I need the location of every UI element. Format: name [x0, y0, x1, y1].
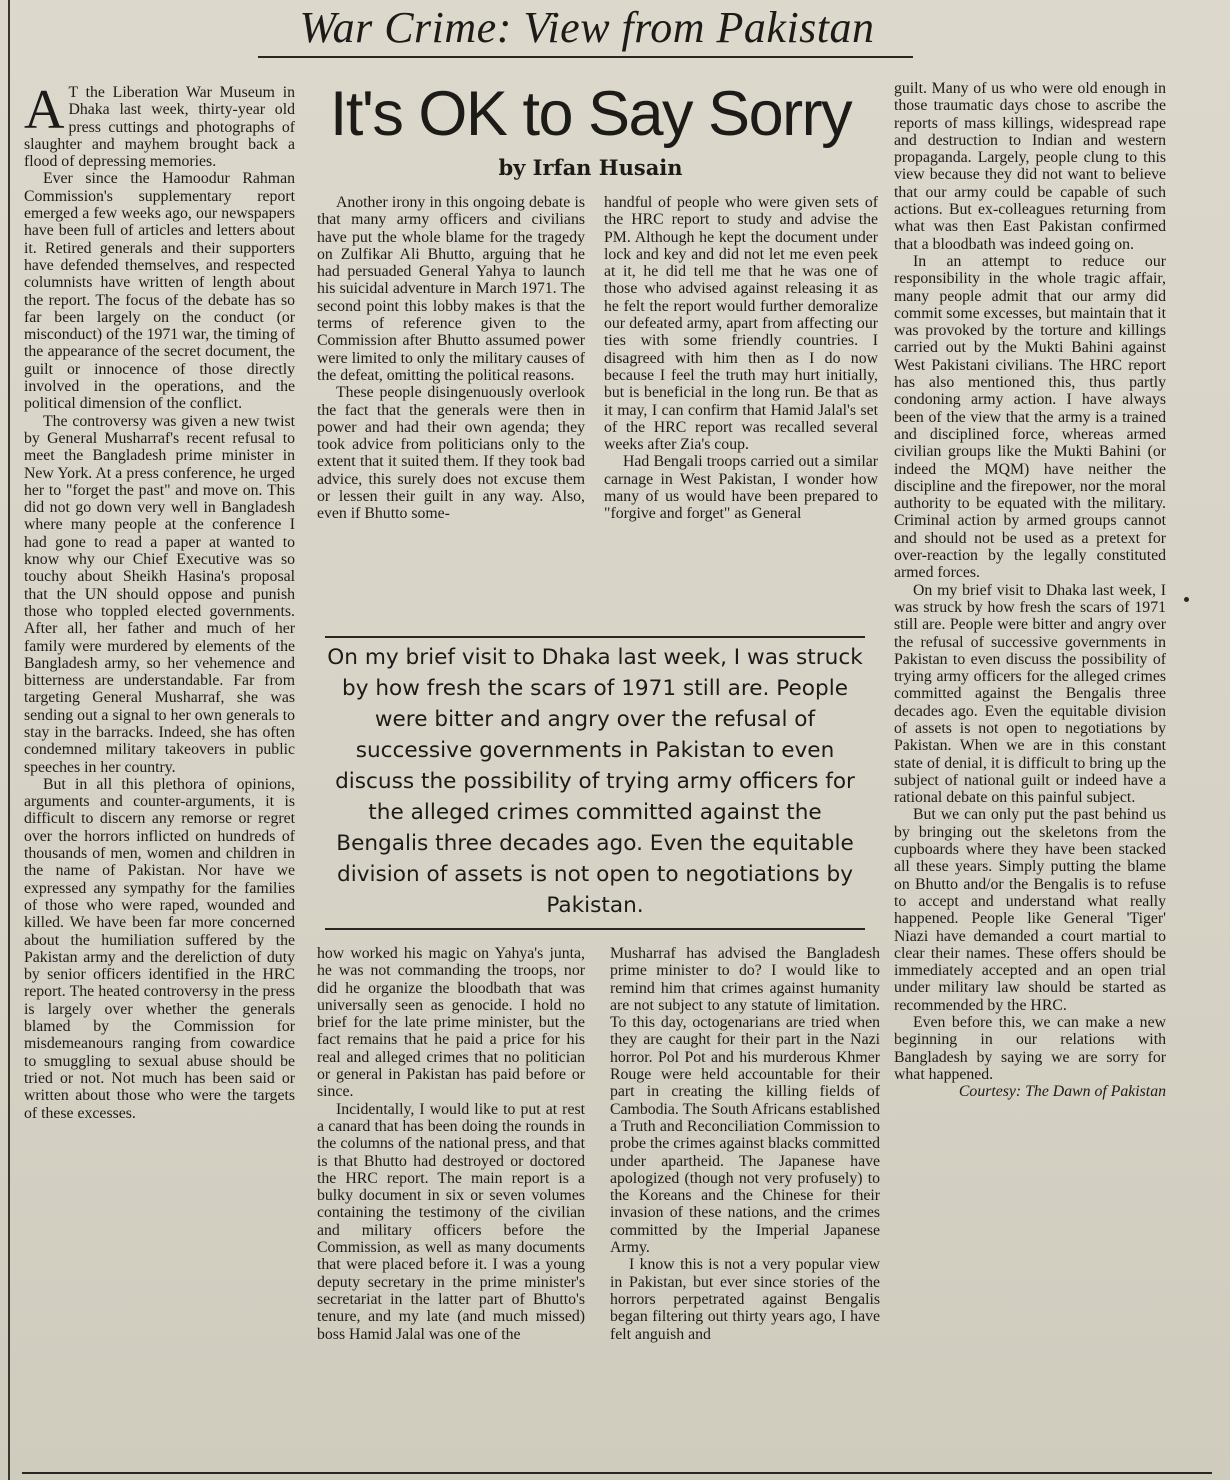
headline: It's OK to Say Sorry: [329, 79, 852, 149]
byline: by Irfan Husain: [498, 155, 683, 180]
paragraph: Had Bengali troops carried out a similar carnage in West Pakistan, I wonder how many of us would have been prepared to "forgive and forget" as General: [604, 453, 878, 523]
bottom-rule: [22, 1472, 1212, 1474]
paragraph: I know this is not a very popular view in Pakistan, but ever since stories of the horrors perpetrated against Bengalis began filtering out thirty years ago, I have felt anguish and: [610, 1256, 880, 1343]
paragraph: But in all this plethora of opinions, arguments and counter-arguments, it is difficult to discern any remorse or regret over the horrors inflicted on hundreds of thousands of men, women and children in the name of Pakistan. Nor have we expressed any sympathy for the families of those who were raped, wounded and killed. We have been far more concerned about the humiliation suffered by the Pakistan army and the dereliction of duty by senior officers identified in the HRC report. The heated controversy in the press is largely over whether the generals blamed by the Commission for misdemeanours ranging from cowardice to smuggling to sexual abuse should be tried or not. Not much has been said or written about those who were the targets of these excesses.: [24, 775, 295, 1122]
article-column-3-bottom: [610, 945, 880, 1465]
paragraph: Ever since the Hamoodur Rahman Commission's supplementary report emerged a few weeks ago, our newspapers have been full of articles and letters about it. Retired generals and their supporters have defended themselves, and respected columnists have written of length about the report. The focus of the debate has so far been largely on the conduct (or misconduct) of the 1971 war, the timing of the appearance of the secret document, the guilt or innocence of those directly involved in the operations, and the political dimension of the conflict.: [24, 170, 295, 413]
article-column-3-top: [604, 194, 878, 630]
paragraph: Musharraf has advised the Bangladesh prime minister to do? I would like to remind him that crimes against humanity are not subject to any statute of limitation. To this day, octogenarians are tried when they are caught for their part in the Nazi horror. Pol Pot and his murderous Khmer Rouge were held accountable for their part in creating the killing fields of Cambodia. The South Africans established a Truth and Reconciliation Commission to probe the crimes against blacks committed under apartheid. The Japanese have apologized (though not very profusely) to the Koreans and the Chinese for their invasion of these nations, and the crimes committed by the Imperial Japanese Army.: [610, 945, 880, 1257]
paragraph: handful of people who were given sets of the HRC report to study and advise the PM. Although he kept the document under lock and key and did not let me even peek at it, he did tell me that he was one of those who advised against releasing it as he felt the report would further demoralize our defeated army, apart from affecting our ties with some friendly countries. I disagreed with him then as I do now because I feel the truth may hurt initially, but is beneficial in the long run. Be that as it may, I can confirm that Hamid Jalal's set of the HRC report was recalled several weeks after Zia's coup.: [604, 194, 878, 454]
article-column-2-bottom: [317, 945, 585, 1465]
paragraph: Incidentally, I would like to put at rest a canard that has been doing the rounds in the columns of the national press, and that is that Bhutto had destroyed or doctored the HRC report. The main report is a bulky document in six or seven volumes containing the testimony of the civilian and military officers before the Commission, as well as many documents that were placed before it. I was a young deputy secretary in the prime minister's secretariat in the latter part of Bhutto's tenure, and my late (and much missed) boss Hamid Jalal was one of the: [317, 1100, 585, 1343]
paragraph: A T the Liberation War Museum in Dhaka last week, thirty-year old press cuttings and photographs of slaughter and mayhem brought back a flood of depressing memories.: [24, 84, 295, 171]
pullquote: On my brief visit to Dhaka last week, I was struck by how fresh the scars of 1971 still are. People were bitter and angry over the refusal of successive governments in Pakistan to even discuss the possibility of trying army officers for the alleged crimes committed against the Bengalis three decades ago. Even the equitable division of assets is not open to negotiations by Pakistan.: [327, 645, 863, 918]
article-column-4: [894, 80, 1166, 1465]
page-edge-rule: [8, 0, 10, 1480]
paragraph: On my brief visit to Dhaka last week, I was struck by how fresh the scars of 1971 still are. People were bitter and angry over the refusal of successive governments in Pakistan to even discuss the possibility of trying army officers for the alleged crimes committed against the Bengalis three decades ago. Even the equitable division of assets is not open to negotiations by Pakistan. When we are in this constant state of denial, it is difficult to bring up the subject of national guilt or indeed have a rational debate on this painful subject.: [894, 581, 1166, 807]
section-title: War Crime: View from Pakistan: [299, 3, 875, 52]
paragraph: Another irony in this ongoing debate is that many army officers and civilians have put the whole blame for the tragedy on Zulfikar Ali Bhutto, arguing that he had persuaded General Yahya to launch his suicidal adventure in March 1971. The second point this lobby makes is that the terms of reference given to the Commission after Bhutto assumed power were limited to only the military causes of the defeat, omitting the political reasons.: [317, 194, 585, 384]
courtesy-credit: Courtesy: The Dawn of Pakistan: [958, 1083, 1166, 1101]
article-column-2-top: [317, 194, 585, 630]
section-rule: [258, 56, 913, 58]
print-speck: [1184, 597, 1189, 602]
paragraph: In an attempt to reduce our responsibility in the whole tragic affair, many people admit that our army did commit some excesses, but maintain that it was provoked by the torture and killings carried out by the Mukti Bahini against West Pakistani civilians. The HRC report has also mentioned this, thus partly condoning army action. I have always been of the view that the army is a trained and disciplined force, whereas armed civilian groups like the Mukti Bahini (or indeed the MQM) have neither the discipline and the firepower, nor the moral authority to be equated with the military. Criminal action by armed groups cannot and should not be used as a pretext for over-reaction by the legally constituted armed forces.: [894, 252, 1166, 582]
paragraph: how worked his magic on Yahya's junta, he was not commanding the troops, nor did he organize the bloodbath that was universally seen as genocide. I hold no brief for the late prime minister, but the fact remains that he paid a price for his real and alleged crimes that no politician or general in Pakistan has paid before or since.: [317, 945, 585, 1101]
article-column-1: [24, 84, 295, 1464]
paragraph: Even before this, we can make a new beginning in our relations with Bangladesh by saying we are sorry for what happened.: [894, 1014, 1166, 1083]
paragraph: guilt. Many of us who were old enough in those traumatic days chose to ascribe the reports of mass killings, widespread rape and destruction to Indian and western propaganda. Largely, people clung to this view because they did not want to believe that our army could be capable of such actions. But ex-colleagues returning from what was then East Pakistan confirmed that a bloodbath was indeed going on.: [894, 80, 1166, 253]
drop-cap: A: [24, 84, 65, 141]
paragraph: But we can only put the past behind us by bringing out the skeletons from the cupboards where they have been stacked all these years. Simply putting the blame on Bhutto and/or the Bengalis is to refuse to accept and understand what really happened. People like General 'Tiger' Niazi have demanded a court martial to clear their names. These offers should be immediately accepted and an open trial under military law should be started as recommended by the HRC.: [894, 806, 1166, 1014]
paragraph: The controversy was given a new twist by General Musharraf's recent refusal to meet the Bangladesh prime minister in New York. At a press conference, he urged her to "forget the past" and move on. This did not go down very well in Bangladesh where many people at the conference I had gone to read a paper at wanted to know why our Chief Executive was so touchy about Sheikh Hasina's proposal that the UN should oppose and punish those who toppled elected governments. After all, her father and much of her family were murdered by elements of the Bangladesh army, so her vehemence and bitterness are understandable. Far from targeting General Musharraf, she was sending out a signal to her own generals to stay in the barracks. Indeed, she has often condemned military takeovers in public speeches in her country.: [24, 412, 295, 776]
pullquote-rule-bottom: [325, 928, 865, 930]
paragraph: These people disingenuously overlook the fact that the generals were then in power and had their own agenda; they took advice from politicians only to the extent that it suited them. If they took bad advice, this surely does not excuse them or lessen their guilt in any way. Also, even if Bhutto some-: [317, 384, 585, 523]
pullquote-rule-top: [325, 636, 865, 638]
